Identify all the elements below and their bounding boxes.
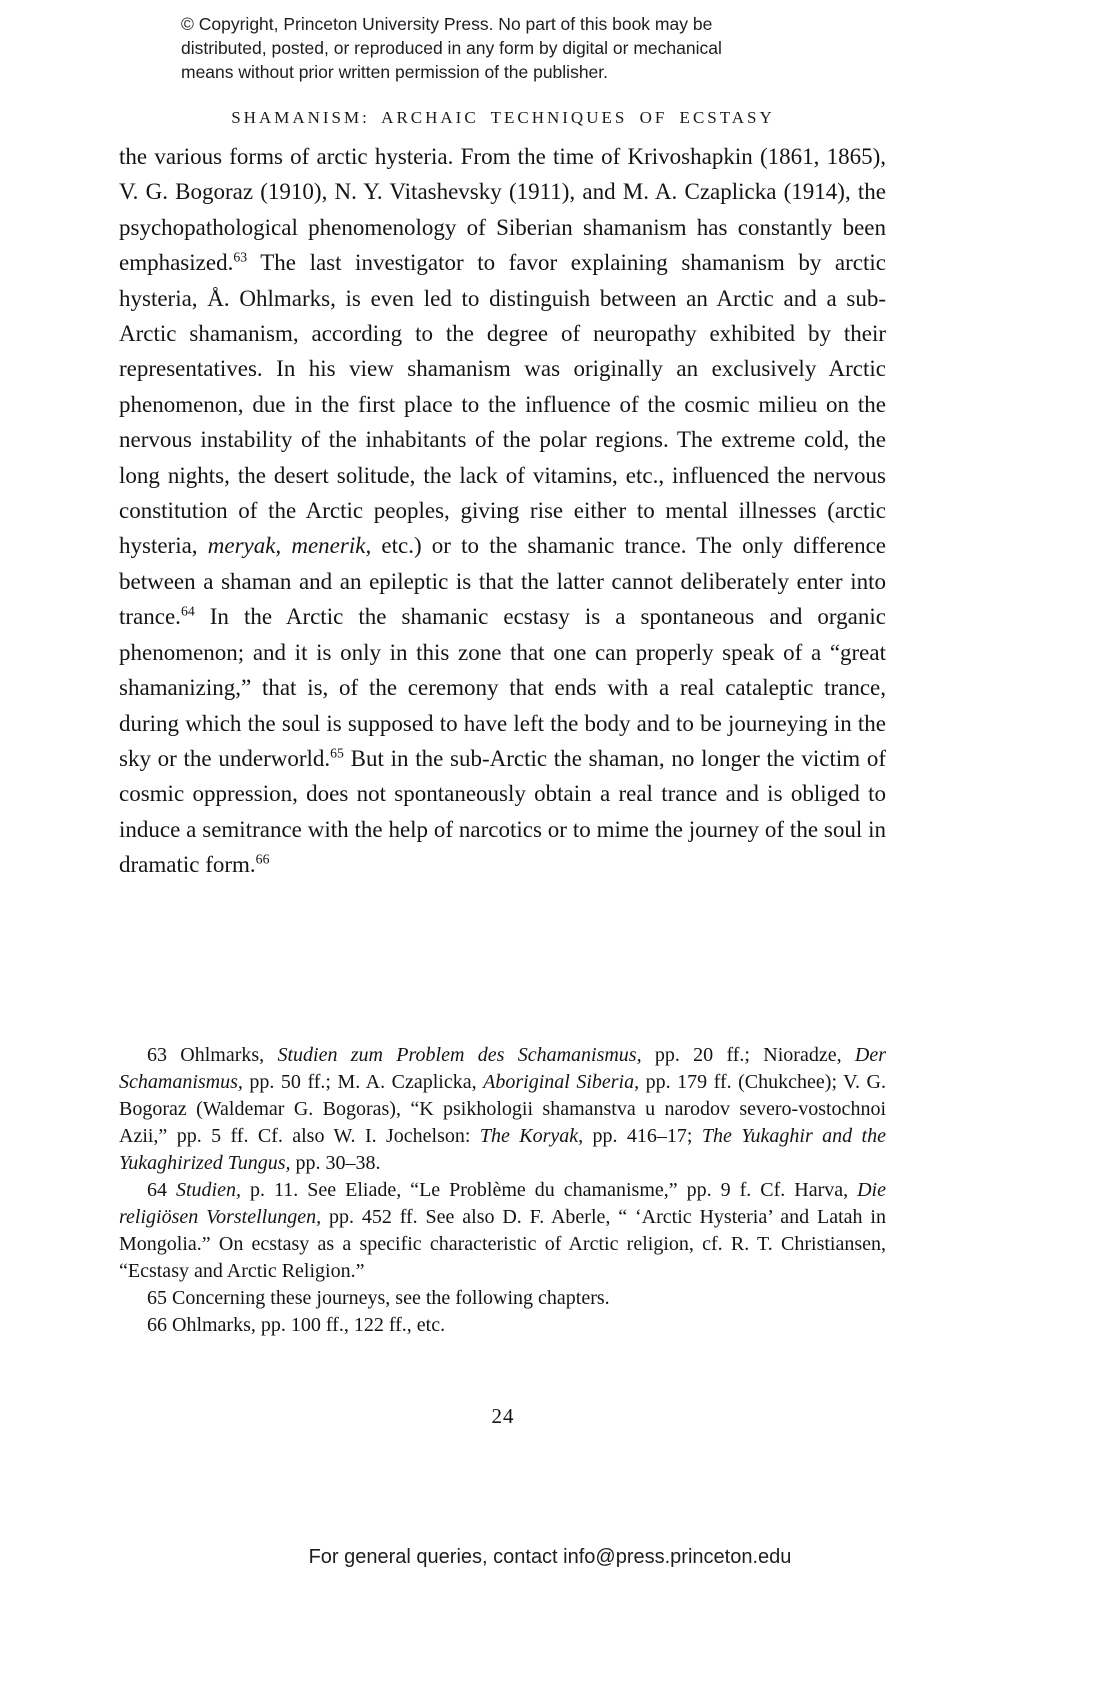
footnote-65: 65 Concerning these journeys, see the following chapters.: [147, 1287, 610, 1309]
footnote-66: 66 Ohlmarks, pp. 100 ff., 122 ff., etc.: [147, 1314, 446, 1336]
copyright-line: distributed, posted, or reproduced in any form by digital or mechanical: [181, 38, 722, 58]
footnote-63: 63 Ohlmarks, Studien zum Problem des Schamanismus, pp. 20 ff.; Nioradze, Der Schamanismus, pp. 50 ff.; M. A. Czaplicka, Aboriginal Siberia, pp. 179 ff. (Chukchee); V. G. Bogoraz (Waldemar G. Bogoras), “K psikhologii shamanstva u narodov severo-vostochnoi Azii,” pp. 5 ff. Cf. also W. I. Jochelson: The Koryak, pp. 416–17; The Yukaghir and the Yukaghirized Tungus, pp. 30–38.: [119, 1044, 886, 1174]
running-head: SHAMANISM: ARCHAIC TECHNIQUES OF ECSTASY: [231, 108, 775, 127]
page-number: 24: [491, 1404, 515, 1428]
copyright-line: © Copyright, Princeton University Press. No part of this book may be: [181, 14, 713, 34]
copyright-line: means without prior written permission of the publisher.: [181, 62, 609, 82]
body-paragraph: the various forms of arctic hysteria. From the time of Krivoshapkin (1861, 1865), V. G. Bogoraz (1910), N. Y. Vitashevsky (1911), and M. A. Czaplicka (1914), the psychopathological phenomenology of Siberian shamanism has constantly been emphasized.$^{63}$ The last investigator to favor explaining shamanism by arctic hysteria, Å. Ohlmarks, is even led to distinguish between an Arctic and a sub-Arctic shamanism, according to the degree of neuropathy exhibited by their representatives. In his view shamanism was originally an exclusively Arctic phenomenon, due in the first place to the influence of the cosmic milieu on the nervous instability of the inhabitants of the polar regions. The extreme cold, the long nights, the desert solitude, the lack of vitamins, etc., influenced the nervous constitution of the Arctic peoples, giving rise either to mental illnesses (arctic hysteria, meryak, menerik, etc.) or to the shamanic trance. The only difference between a shaman and an epileptic is that the latter cannot deliberately enter into trance.$^{64}$ In the Arctic the shamanic ecstasy is a spontaneous and organic phenomenon; and it is only in this zone that one can properly speak of a “great shamanizing,” that is, of the ceremony that ends with a real cataleptic trance, during which the soul is supposed to have left the body and to be journeying in the sky or the underworld.$^{65}$ But in the sub-Arctic the shaman, no longer the victim of cosmic oppression, does not spontaneously obtain a real trance and is obliged to induce a semitrance with the help of narcotics or to mime the journey of the soul in dramatic form.$^{66}$: [119, 144, 887, 878]
footnote-64: 64 Studien, p. 11. See Eliade, “Le Problème du chamanisme,” pp. 9 f. Cf. Harva, Die religiösen Vorstellungen, pp. 452 ff. See also D. F. Aberle, “ ‘Arctic Hysteria’ and Latah in Mongolia.” On ecstasy as a specific characteristic of Arctic religion, cf. R. T. Christiansen, “Ecstasy and Arctic Religion.”: [119, 1179, 886, 1282]
footer-contact: For general queries, contact info@press.princeton.edu: [308, 1546, 792, 1568]
footnotes-section: [119, 1042, 886, 1339]
copyright-notice: [181, 12, 722, 84]
